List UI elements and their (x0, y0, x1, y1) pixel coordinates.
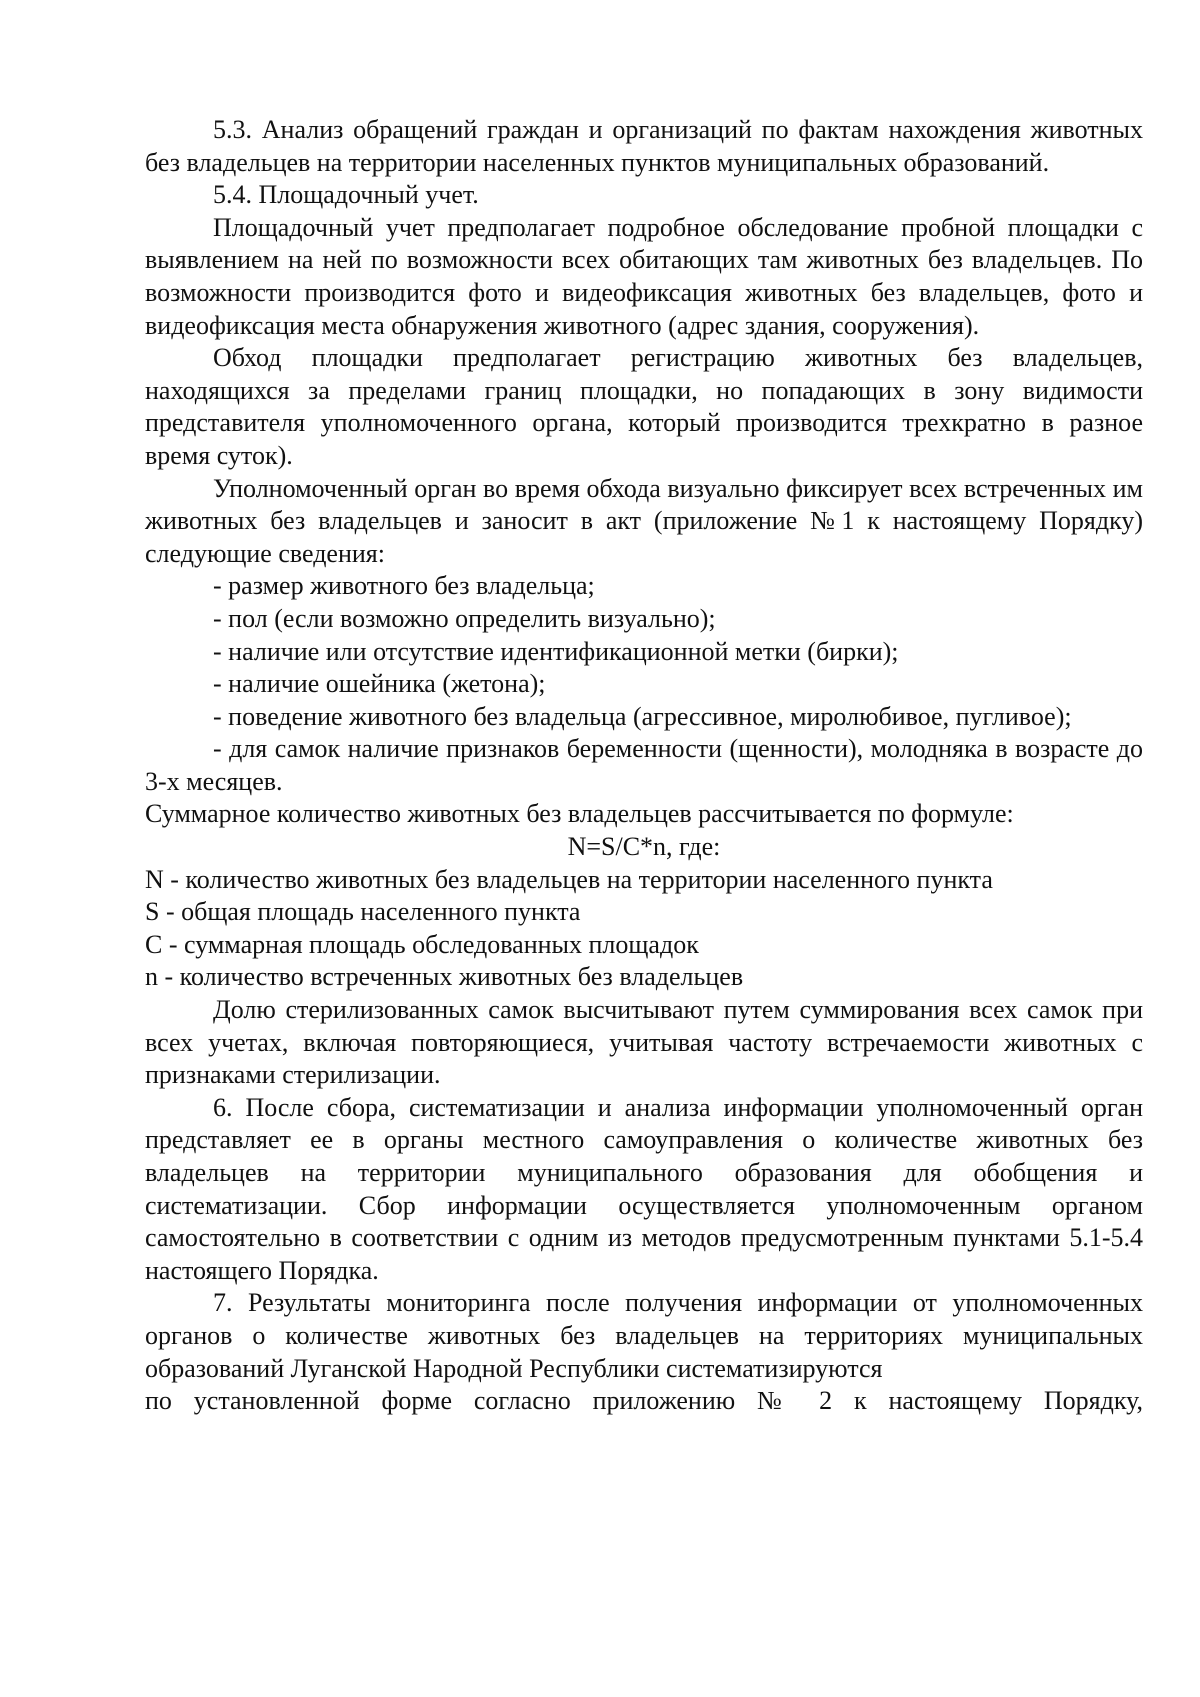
paragraph-sterilized: Долю стерилизованных самок высчитывают путем суммирования всех самок при всех учетах, включая повторяющиеся, учитывая частоту встречаемости животных с признаками стерилизации. (145, 995, 1143, 1090)
formula: N=S/C*n, где: (567, 832, 721, 862)
definition-small-n: n - количество встреченных животных без владельцев (145, 962, 744, 992)
paragraph-5-4: 5.4. Площадочный учет. (213, 180, 479, 210)
paragraph-5-3: 5.3. Анализ обращений граждан и организаций по фактам нахождения животных без владельцев на территории населенных пунктов муниципальных образований. (145, 115, 1143, 177)
definition-s: S - общая площадь населенного пункта (145, 897, 581, 927)
list-item-collar: - наличие ошейника (жетона); (213, 669, 546, 699)
list-item-females: - для самок наличие признаков беременности (щенности), молодняка в возрасте до 3-х месяцев. (145, 734, 1143, 796)
definition-c: С - суммарная площадь обследованных площадок (145, 929, 699, 959)
document-page (145, 114, 1143, 1418)
list-item-tag: - наличие или отсутствие идентификационной метки (бирки); (213, 636, 899, 666)
paragraph-site-walk: Обход площадки предполагает регистрацию животных без владельцев, находящихся за пределами границ площадки, но попадающих в зону видимости представителя уполномоченного органа, который производится трехкратно в разное время суток). (145, 343, 1143, 470)
list-item-size: - размер животного без владельца; (213, 571, 595, 601)
paragraph-site-count: Площадочный учет предполагает подробное обследование пробной площадки с выявлением на ней по возможности всех обитающих там животных без владельцев. По возможности производится фото и видеофиксация животных без владельцев, фото и видеофиксация места обнаружения животного (адрес здания, сооружения). (145, 212, 1143, 340)
paragraph-total: Суммарное количество животных без владельцев рассчитывается по формуле: (145, 799, 1014, 829)
list-item-sex: - пол (если возможно определить визуально); (213, 603, 716, 633)
paragraph-7: 7. Результаты мониторинга после получения информации от уполномоченных органов о количестве животных без владельцев на территориях муниципальных образований Луганской Народной Республики систематизируются (145, 1288, 1143, 1383)
paragraph-authority: Уполномоченный орган во время обхода визуально фиксирует всех встреченных им животных без владельцев и заносит в акт (приложение №1 к настоящему Порядку) следующие сведения: (145, 473, 1143, 568)
paragraph-7-continued: по установленной форме согласно приложению № 2 к настоящему Порядку, (145, 1386, 1143, 1416)
definition-n: N - количество животных без владельцев на территории населенного пункта (145, 864, 993, 894)
paragraph-6: 6. После сбора, систематизации и анализа информации уполномоченный орган представляет ее в органы местного самоуправления о количестве животных без владельцев на территории муниципального образования для обобщения и систематизации. Сбор информации осуществляется уполномоченным органом самостоятельно в соответствии с одним из методов предусмотренным пунктами 5.1-5.4 настоящего Порядка. (145, 1092, 1143, 1285)
list-item-behavior: - поведение животного без владельца (агрессивное, миролюбивое, пугливое); (213, 701, 1072, 731)
